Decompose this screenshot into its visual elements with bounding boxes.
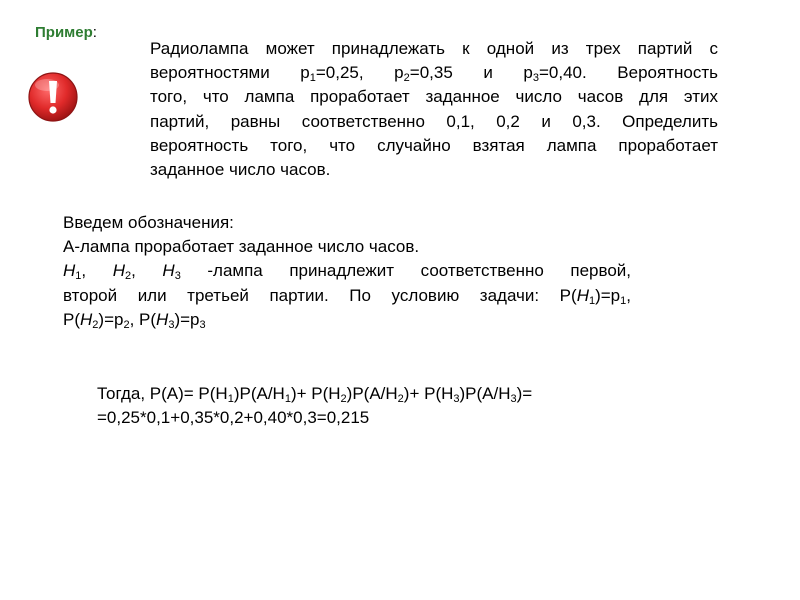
solution-line: =0,25*0,1+0,35*0,2+0,40*0,3=0,215 bbox=[97, 408, 370, 428]
problem-line: заданное число часов. bbox=[150, 160, 331, 180]
notation-line: $P(H_2)=p_2$, $P(H_3)=p_3$ bbox=[63, 309, 206, 331]
notation-line: А-лампа проработает заданное число часов. bbox=[63, 237, 420, 257]
heading-colon: : bbox=[92, 24, 97, 41]
notation-line: Введем обозначения: bbox=[63, 213, 234, 232]
heading-word: Пример bbox=[35, 24, 93, 41]
problem-line: вероятность того, что случайно взятая лампа проработает bbox=[150, 135, 718, 155]
solution-line: Тогда, $P(A)= P(H_1)P(A/H_1)+ P(H_2)P(A/H_2)+ P(H_3)P(A/H_3)=$ bbox=[97, 384, 533, 405]
solution-text bbox=[97, 382, 627, 430]
problem-text bbox=[150, 37, 718, 182]
problem-line: Радиолампа может принадлежать к одной из трех партий с bbox=[150, 39, 718, 58]
problem-line: партий, равны соответственно 0,1, 0,2 и 0,3. Определить bbox=[150, 111, 718, 131]
exclamation-icon bbox=[27, 71, 79, 123]
notation-line: $H_1$, $H_2$, $H_3$ -лампа принадлежит соответственно первой, bbox=[63, 261, 631, 283]
notation-text bbox=[63, 211, 631, 332]
notation-line: второй или третьей партии. По условию задачи: $P(H_1)=p_1$, bbox=[63, 285, 631, 307]
slide-heading bbox=[35, 24, 97, 41]
problem-line: того, что лампа проработает заданное число часов для этих bbox=[150, 87, 718, 107]
problem-line: вероятностями $p_1=0,25$, $p_2=0,35$ и $p_3=0,40$. Вероятность bbox=[150, 63, 718, 85]
